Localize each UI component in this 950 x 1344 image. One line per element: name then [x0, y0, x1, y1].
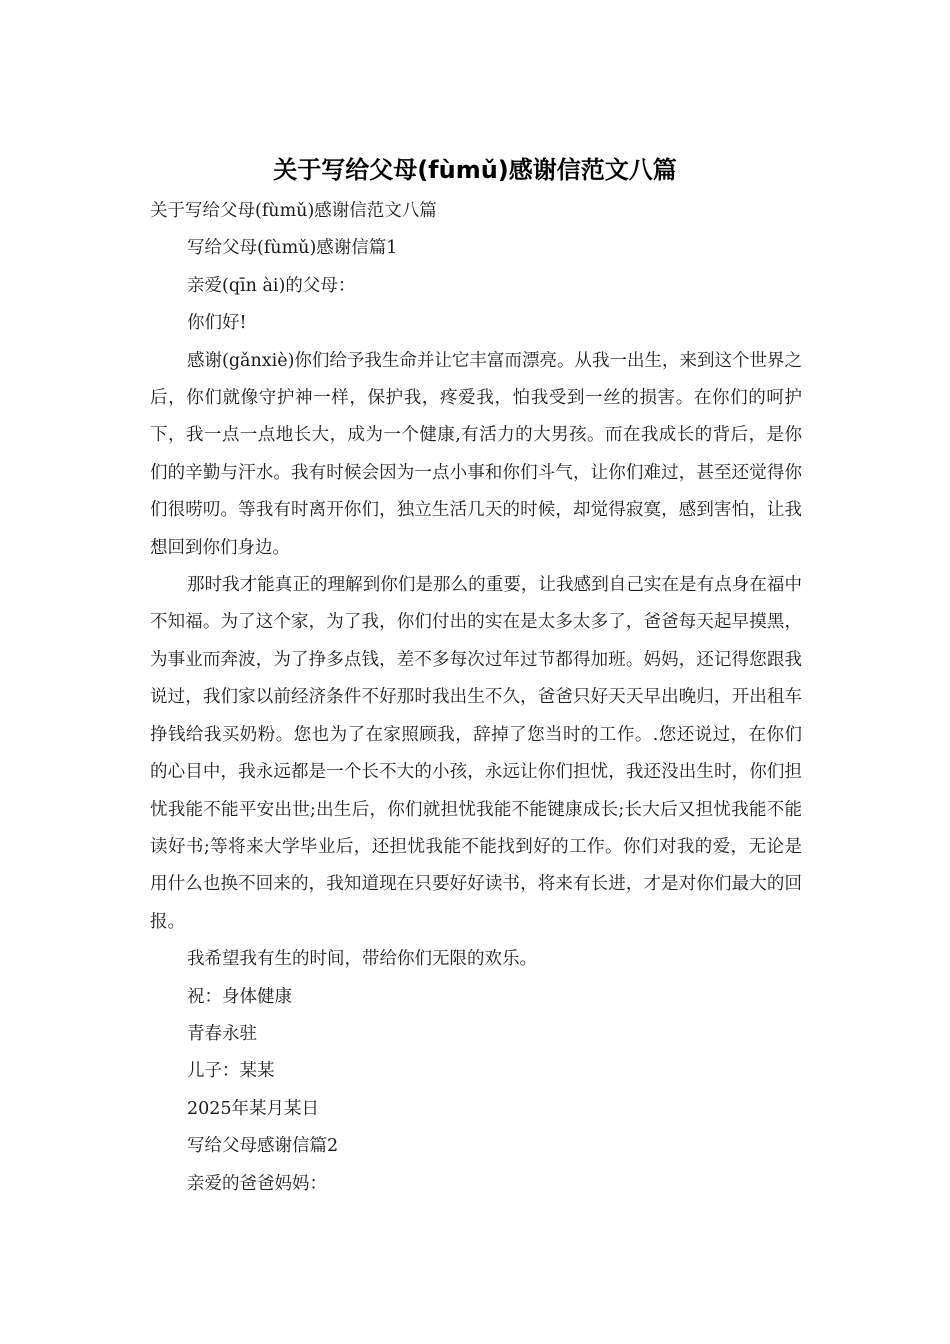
paragraph-greeting: 你们好! — [187, 313, 247, 334]
paragraph-signature: 儿子：某某 — [187, 1061, 275, 1082]
paragraph-salutation: 亲爱(qīn ài)的父母： — [187, 275, 356, 296]
paragraph-wish: 我希望我有生的时间，带给你们无限的欢乐。 — [187, 949, 537, 970]
paragraph-body-2: 那时我才能真正的理解到你们是那么的重要，让我感到自己实在是有点身在福中不知福。为了这个家，为了我，你们付出的实在是太多太多了，爸爸每天起早摸黑，为事业而奔波，为了挣多点钱，差不多每次过年过节都得加班。妈妈，还记得您跟我说过，我们家以前经济条件不好那时我出生不久，爸爸只好天天早出晚归，开出租车挣钱给我买奶粉。您也为了在家照顾我，辞掉了您当时的工作。.您还说过，在你们的心目中，我永远都是一个长不大的小孩，永远让你们担忧，我还没出生时，你们担忧我能不能平安出世;出生后，你们就担忧我能不能键康成长;长大后又担忧我能不能读好书;等将来大学毕业后，还担忧我能不能找到好的工作。你们对我的爱，无论是用什么也换不回来的，我知道现在只要好好读书，将来有长进，才是对你们最大的回报。 — [150, 575, 802, 932]
paragraph-date: 2025年某月某日 — [187, 1098, 320, 1119]
paragraph-salutation-2: 亲爱的爸爸妈妈： — [187, 1173, 327, 1194]
paragraph-blessing-2: 青春永驻 — [187, 1023, 257, 1044]
paragraph-body-1: 感谢(gǎnxiè)你们给予我生命并让它丰富而漂亮。从我一出生，来到这个世界之后，你们就像守护神一样，保护我，疼爱我，怕我受到一丝的损害。在你们的呵护下，我一点一点地长大，成为一个健康,有活力的大男孩。而在我成长的背后，是你们的辛勤与汗水。我有时候会因为一点小事和你们斗气，让你们难过，甚至还觉得你们很唠叨。等我有时离开你们，独立生活几天的时候，却觉得寂寞，感到害怕，让我想回到你们身边。 — [150, 350, 802, 558]
paragraph-letter-1-title: 写给父母(fùmǔ)感谢信篇1 — [187, 238, 398, 259]
paragraph-blessing: 祝：身体健康 — [187, 986, 292, 1007]
document-title: 关于写给父母(fùmǔ)感谢信范文八篇 — [273, 156, 677, 184]
document-body — [150, 193, 802, 1203]
paragraph-letter-2-title: 写给父母感谢信篇2 — [187, 1136, 339, 1157]
paragraph-heading: 关于写给父母(fùmǔ)感谢信范文八篇 — [150, 201, 437, 221]
